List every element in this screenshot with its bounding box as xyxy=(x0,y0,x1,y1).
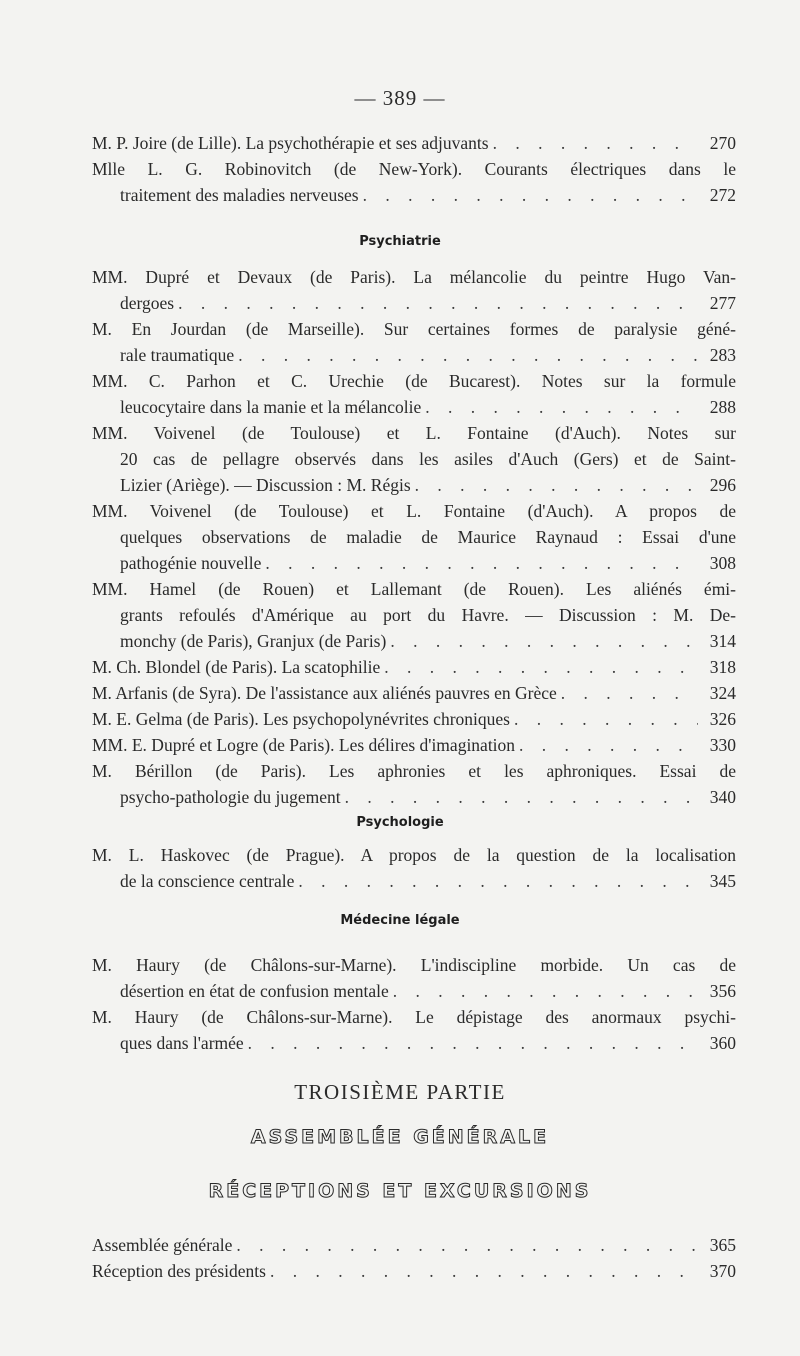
entry-text: pathogénie nouvelle xyxy=(120,553,262,573)
toc-line: 20 cas de pellagre observés dans les asiles d'Auch (Gers) et de Saint- xyxy=(120,449,736,469)
dot-leader xyxy=(236,1232,698,1258)
page-ref: 326 xyxy=(709,709,736,729)
toc-line xyxy=(120,550,736,576)
dot-leader xyxy=(384,654,698,680)
section-title-psychologie: Psychologie xyxy=(356,815,444,830)
dot-leader xyxy=(363,182,698,208)
dot-leader xyxy=(514,706,698,732)
toc-line: M. L. Haskovec (de Prague). A propos de la question de la localisation xyxy=(92,845,736,865)
toc-line: MM. C. Parhon et C. Urechie (de Bucarest). Notes sur la formule xyxy=(92,371,736,391)
toc-line xyxy=(120,182,736,208)
page-ref: 308 xyxy=(709,553,736,573)
page-ref: 330 xyxy=(709,735,736,755)
dot-leader xyxy=(248,1030,698,1056)
toc-line xyxy=(92,1258,736,1284)
dot-leader xyxy=(493,130,698,156)
entry-text: Réception des présidents xyxy=(92,1261,266,1281)
entry-text: dergoes xyxy=(120,293,175,313)
entry-text: traitement des maladies nerveuses xyxy=(120,185,359,205)
toc-line xyxy=(120,290,736,316)
section-title-medecine-legale: Médecine légale xyxy=(340,913,460,928)
entry-text: psycho-pathologie du jugement xyxy=(120,787,341,807)
toc-line: MM. Hamel (de Rouen) et Lallemant (de Rouen). Les aliénés émi- xyxy=(92,579,736,599)
dot-leader xyxy=(238,342,698,368)
toc-line: M. Haury (de Châlons-sur-Marne). L'indiscipline morbide. Un cas de xyxy=(92,955,736,975)
entry-text: M. P. Joire (de Lille). La psychothérapie et ses adjuvants xyxy=(92,133,489,153)
toc-line xyxy=(92,1232,736,1258)
dot-leader xyxy=(519,732,698,758)
toc-line xyxy=(92,706,736,732)
dot-leader xyxy=(265,550,698,576)
dot-leader xyxy=(298,868,698,894)
dot-leader xyxy=(345,784,698,810)
page-ref: 356 xyxy=(709,981,736,1001)
entry-text: de la conscience centrale xyxy=(120,871,295,891)
page-number: — 389 — xyxy=(354,86,446,110)
toc-line xyxy=(92,732,736,758)
page-ref: 340 xyxy=(709,787,736,807)
part-subtitle-receptions: RÉCEPTIONS ET EXCURSIONS xyxy=(208,1180,592,1202)
toc-line: grants refoulés d'Amérique au port du Havre. — Discussion : M. De- xyxy=(120,605,736,625)
toc-line: MM. Voivenel (de Toulouse) et L. Fontaine (d'Auch). A propos de xyxy=(92,501,736,521)
part-title: TROISIÈME PARTIE xyxy=(294,1080,506,1104)
dot-leader xyxy=(425,394,698,420)
entry-text: désertion en état de confusion mentale xyxy=(120,981,389,1001)
page-ref: 324 xyxy=(709,683,736,703)
page-ref: 365 xyxy=(709,1235,736,1255)
page-ref: 272 xyxy=(709,185,736,205)
toc-line xyxy=(120,342,736,368)
dot-leader xyxy=(178,290,698,316)
toc-line: MM. Dupré et Devaux (de Paris). La mélancolie du peintre Hugo Van- xyxy=(92,267,736,287)
page-ref: 288 xyxy=(709,397,736,417)
toc-line xyxy=(120,978,736,1004)
entry-text: ques dans l'armée xyxy=(120,1033,244,1053)
dot-leader xyxy=(415,472,698,498)
toc-line xyxy=(120,868,736,894)
toc-line xyxy=(92,130,736,156)
dot-leader xyxy=(561,680,698,706)
toc-line: Mlle L. G. Robinovitch (de New-York). Courants électriques dans le xyxy=(92,159,736,179)
toc-line: MM. Voivenel (de Toulouse) et L. Fontaine (d'Auch). Notes sur xyxy=(92,423,736,443)
entry-text: rale traumatique xyxy=(120,345,235,365)
page-ref: 283 xyxy=(709,345,736,365)
entry-text: M. Arfanis (de Syra). De l'assistance aux aliénés pauvres en Grèce xyxy=(92,683,557,703)
page-ref: 314 xyxy=(709,631,736,651)
entry-text: leucocytaire dans la manie et la mélancolie xyxy=(120,397,422,417)
entry-text: MM. E. Dupré et Logre (de Paris). Les délires d'imagination xyxy=(92,735,516,755)
toc-line xyxy=(120,394,736,420)
toc-line xyxy=(120,1030,736,1056)
page-ref: 345 xyxy=(709,871,736,891)
toc-line xyxy=(92,680,736,706)
page-ref: 277 xyxy=(709,293,736,313)
toc-line: quelques observations de maladie de Maurice Raynaud : Essai d'une xyxy=(120,527,736,547)
page-ref: 270 xyxy=(709,133,736,153)
section-title-psychiatrie: Psychiatrie xyxy=(359,234,441,249)
dot-leader xyxy=(390,628,698,654)
entry-text: monchy (de Paris), Granjux (de Paris) xyxy=(120,631,387,651)
toc-line: M. En Jourdan (de Marseille). Sur certaines formes de paralysie géné- xyxy=(92,319,736,339)
toc-line: M. Haury (de Châlons-sur-Marne). Le dépistage des anormaux psychi- xyxy=(92,1007,736,1027)
entry-text: Lizier (Ariège). — Discussion : M. Régis xyxy=(120,475,411,495)
toc-line: M. Bérillon (de Paris). Les aphronies et les aphroniques. Essai de xyxy=(92,761,736,781)
part-subtitle-assemblee: ASSEMBLÉE GÉNÉRALE xyxy=(250,1126,550,1148)
dot-leader xyxy=(393,978,698,1004)
entry-text: M. Ch. Blondel (de Paris). La scatophilie xyxy=(92,657,381,677)
toc-line xyxy=(120,784,736,810)
toc-line xyxy=(120,628,736,654)
page-ref: 360 xyxy=(709,1033,736,1053)
page-ref: 370 xyxy=(709,1261,736,1281)
toc-line xyxy=(120,472,736,498)
dot-leader xyxy=(270,1258,698,1284)
page-ref: 318 xyxy=(709,657,736,677)
entry-text: M. E. Gelma (de Paris). Les psychopolynévrites chroniques xyxy=(92,709,510,729)
toc-line xyxy=(92,654,736,680)
entry-text: Assemblée générale xyxy=(92,1235,233,1255)
page-ref: 296 xyxy=(709,475,736,495)
